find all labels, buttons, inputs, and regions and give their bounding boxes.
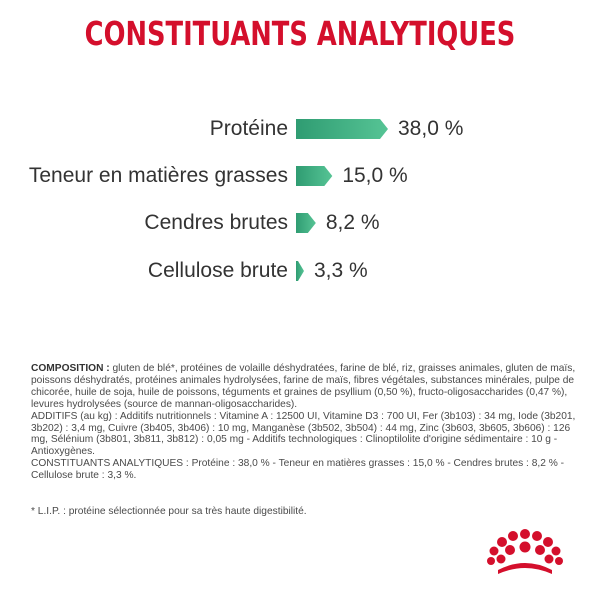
constituent-bar-shape bbox=[296, 166, 332, 186]
constituent-label: Protéine bbox=[209, 117, 288, 140]
constituent-row-fat bbox=[0, 161, 600, 191]
composition-body: gluten de blé*, protéines de volaille déshydratées, farine de blé, riz, graisses animales, gluten de maïs, poissons déshydratés, protéines animales hydrolysées, farine de maïs, fibres végétales, substances minérales, pulpe de chicorée, huile de soja, huile de poissons, téguments et graines de psyllium (0,50 %), fructo-oligosaccharides (0,47 %), levures hydrolysées (source de mannan-oligosaccharides). bbox=[31, 363, 576, 410]
composition-additives: ADDITIFS (au kg) : Additifs nutritionnels : Vitamine A : 12500 UI, Vitamine D3 : 700 UI, Fer (3b103) : 34 mg, Iode (3b201, 3b202) : 3,4 mg, Cuivre (3b405, 3b406) : 10 mg, Manganèse (3b502, 3b504) : 44 mg, Zinc (3b603, 3b605, 3b606) : 126 mg, Sélénium (3b801, 3b811, 3b812) : 0,05 mg - Additifs technologiques : Clinoptilolite d'origine sédimentaire : 10 g - Antioxygènes. bbox=[31, 410, 576, 458]
page-title: CONSTITUANTS ANALYTIQUES bbox=[84, 14, 516, 53]
constituent-value: 38,0 % bbox=[398, 117, 464, 140]
constituent-row-ash bbox=[0, 208, 600, 238]
constituent-bar-shape bbox=[296, 261, 304, 281]
footnote: * L.I.P. : protéine sélectionnée pour sa très haute digestibilité. bbox=[31, 506, 307, 517]
constituent-value: 15,0 % bbox=[342, 164, 408, 187]
constituent-label: Cellulose brute bbox=[147, 259, 288, 282]
constituent-bar-shape bbox=[296, 119, 388, 139]
constituent-row-fiber bbox=[0, 256, 600, 286]
constituent-bar bbox=[296, 119, 388, 139]
composition-analytical: CONSTITUANTS ANALYTIQUES : Protéine : 38,0 % - Teneur en matières grasses : 15,0 % - Cendres brutes : 8,2 % - Cellulose brute : 3,3 %. bbox=[31, 458, 564, 482]
crown-icon bbox=[486, 526, 564, 578]
constituent-row-protein bbox=[0, 114, 600, 144]
constituent-bar bbox=[296, 261, 304, 281]
composition-heading: COMPOSITION : bbox=[31, 363, 110, 374]
constituent-label: Cendres brutes bbox=[144, 211, 288, 234]
constituent-value: 8,2 % bbox=[325, 211, 380, 234]
constituent-bar bbox=[296, 166, 332, 186]
constituent-label: Teneur en matières grasses bbox=[28, 164, 288, 187]
constituent-value: 3,3 % bbox=[314, 259, 368, 282]
constituent-bar-shape bbox=[296, 213, 316, 233]
composition-text bbox=[31, 363, 576, 482]
constituent-bar bbox=[296, 213, 316, 233]
